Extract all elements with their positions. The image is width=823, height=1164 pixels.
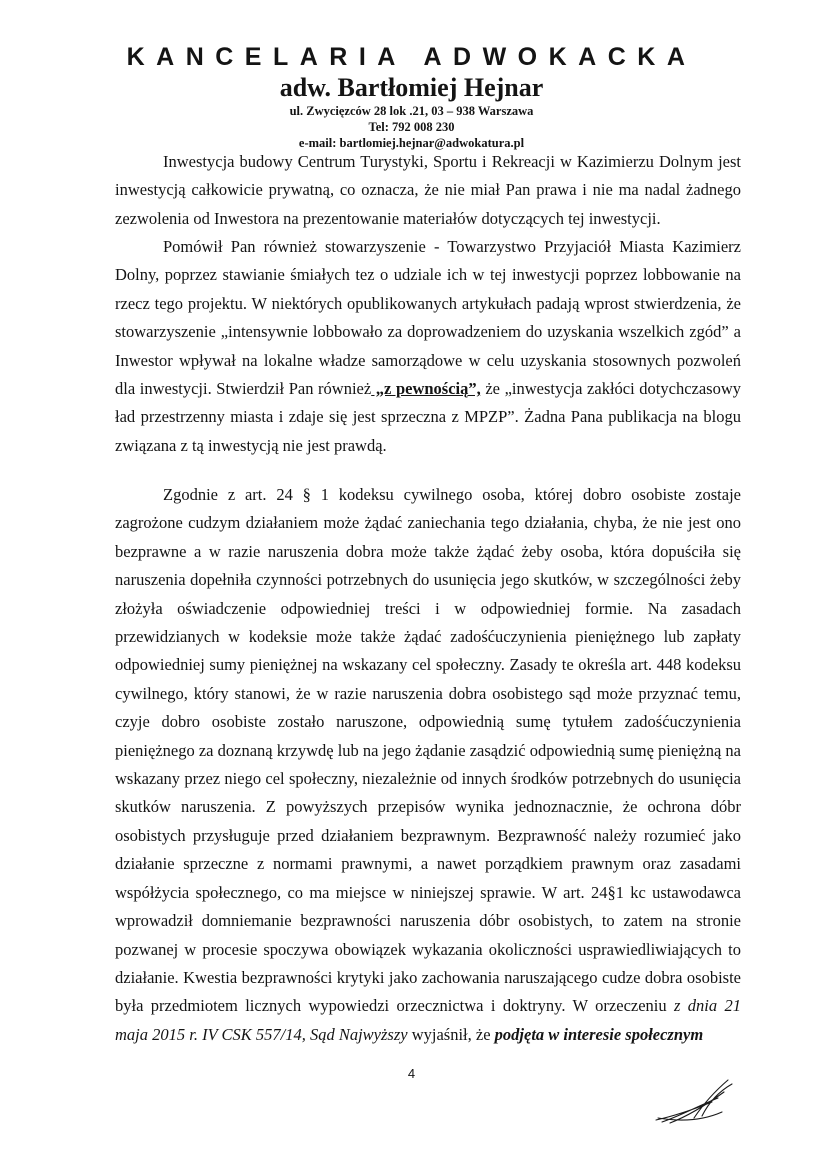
- paragraph-association: [115, 233, 741, 460]
- paragraph-text: Pomówił Pan również stowarzyszenie - Towarzystwo Przyjaciół Miasta Kazimierz Dolny, poprzez stawianie śmiałych tez o udziale ich w tej inwestycji poprzez lobbowanie na rzecz tego projektu. W niektórych opublikowanych artykułach padają wprost stwierdzenia, że stowarzyszenie „intensywnie lobbowało za doprowadzeniem do uzyskania wszelkich zgód” a Inwestor wpływał na lokalne władze samorządowe w celu uzyskania stosownych pozwoleń dla inwestycji. Stwierdził Pan również: [115, 237, 741, 399]
- paragraph-text: wyjaśnił, że: [407, 1024, 495, 1044]
- firm-email: e-mail: bartlomiej.hejnar@adwokatura.pl: [298, 136, 525, 150]
- paragraph-text: że „inwestycja zakłóci dotychczasowy ład przestrzenny miasta i zdaje się jest sprzeczna z MPZP”. Żadna Pana publikacja na blogu związana z tą inwestycją nie jest prawdą.: [115, 379, 741, 455]
- signature-icon: [652, 1076, 734, 1130]
- court-citation: z dnia 21 maja 2015 r. IV CSK 557/14, Sąd Najwyższy: [115, 996, 741, 1044]
- paragraph-legal-basis: [115, 481, 741, 1049]
- emphasis-text: podjęta w interesie społecznym: [494, 1024, 704, 1044]
- paragraph-text: Zgodnie z art. 24 § 1 kodeksu cywilnego osoba, której dobro osobiste zostaje zagrożone cudzym działaniem może żądać zaniechania tego działania, chyba, że nie jest ono bezprawne a w razie naruszenia dobra może także żądać żeby osoba, która dopuściła się naruszenia dopełniła czynności potrzebnych do usunięcia jego skutków, w szczególności żeby złożyła oświadczenie odpowiedniej treści i w odpowiedniej formie. Na zasadach przewidzianych w kodeksie może także żądać zadośćuczynienia pieniężnego lub zapłaty odpowiedniej sumy pieniężnej na wskazany cel społeczny. Zasady te określa art. 448 kodeksu cywilnego, który stanowi, że w razie naruszenia dobra osobistego sąd może przyznać temu, czyje dobro osobiste zostało naruszone, odpowiednią sumę tytułem zadośćuczynienia pieniężnego za doznaną krzywdę lub na jego żądanie zasądzić odpowiednią sumę pieniężną na wskazany przez niego cel społeczny, niezależnie od innych środków potrzebnych do usunięcia skutków naruszenia. Z powyższych przepisów wynika jednoznacznie, że ochrona dóbr osobistych przysługuje przed działaniem bezprawnym. Bezprawność należy rozumieć jako działanie sprzeczne z normami prawnymi, a nawet porządkiem prawnym oraz zasadami współżycia społecznego, co ma miejsce w niniejszej sprawie. W art. 24§1 kc ustawodawca wprowadził domniemanie bezprawności naruszenia dóbr osobistych, to zatem na stronie pozwanej w procesie spoczywa obowiązek wykazania okoliczności usprawiedliwiających to działanie. Kwestia bezprawności krytyki jako zachowania naruszającego cudze dobra osobiste była przedmiotem licznych wypowiedzi orzecznictwa i doktryny. W orzeczeniu: [115, 485, 741, 1016]
- paragraph-investment: [115, 148, 741, 233]
- emphasis-quote: „z pewnością”,: [371, 379, 481, 399]
- firm-name: KANCELARIA ADWOKACKA: [126, 43, 697, 71]
- firm-address: ul. Zwycięzców 28 lok .21, 03 – 938 Warszawa: [289, 104, 534, 118]
- paragraph-text: Inwestycja budowy Centrum Turystyki, Sportu i Rekreacji w Kazimierzu Dolnym jest inwestycją całkowicie prywatną, co oznacza, że nie miał Pan prawa i nie ma nadal żadnego zezwolenia od Inwestora na prezentowanie materiałów dotyczących tej inwestycji.: [115, 152, 741, 228]
- page-number: 4: [407, 1066, 416, 1081]
- lawyer-name: adw. Bartłomiej Hejnar: [279, 73, 544, 102]
- firm-phone: Tel: 792 008 230: [368, 120, 455, 134]
